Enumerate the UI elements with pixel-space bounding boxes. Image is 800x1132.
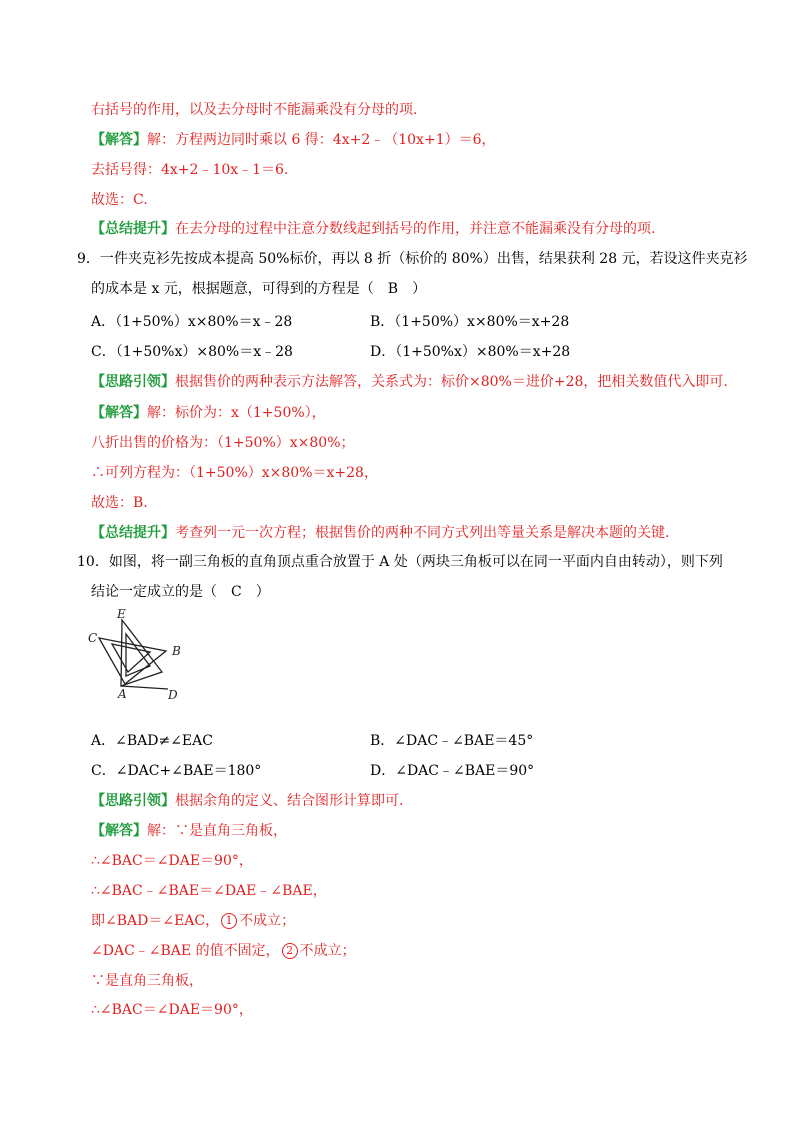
label-a: A	[118, 687, 127, 700]
text-line	[91, 942, 356, 960]
text-line: ∴∠BAC＝∠DAE＝90°，	[91, 1002, 253, 1018]
text-line	[91, 912, 295, 930]
summary-line	[91, 220, 655, 238]
text-line: 右括号的作用，以及去分母时不能漏乘没有分母的项.	[91, 102, 418, 118]
text-part: ∠DAC﹣∠BAE 的值不固定，	[91, 943, 280, 959]
text-part: 不成立；	[299, 943, 356, 959]
summary-label: 【总结提升】	[91, 221, 175, 237]
answer-label: 【解答】	[91, 823, 147, 839]
summary-line	[91, 524, 669, 542]
text-part: 即∠BAD＝∠EAC，	[91, 913, 220, 929]
label-e: E	[117, 607, 126, 621]
hint-line	[91, 792, 403, 810]
summary-text: 考查列一元一次方程；根据售价的两种不同方式列出等量关系是解决本题的关键.	[175, 525, 670, 541]
question-10-stem-cont: 结论一定成立的是（ C ）	[91, 584, 270, 600]
hint-line	[91, 373, 728, 391]
option-a: A．（1+50%）x×80%＝x﹣28	[91, 314, 293, 330]
summary-label: 【总结提升】	[91, 525, 175, 541]
edge-ad	[121, 686, 168, 689]
option-c: C．∠DAC+∠BAE＝180°	[91, 763, 262, 779]
text-line: ∴可列方程为：（1+50%）x×80%＝x+28，	[91, 465, 378, 481]
label-c: C	[88, 631, 98, 645]
circled-number-1: 1	[221, 913, 237, 929]
answer-text: 解：标价为：x（1+50%），	[147, 405, 326, 421]
answer-line	[91, 822, 287, 840]
answer-text: 解：方程两边同时乘以 6 得：4x+2﹣（10x+1）＝6，	[147, 132, 496, 148]
text-line: 八折出售的价格为：（1+50%）x×80%；	[91, 435, 355, 451]
question-9-stem: 9．一件夹克衫先按成本提高 50%标价，再以 8 折（标价的 80%）出售，结果获利 28 元，若设这件夹克衫	[77, 251, 748, 267]
hint-text: 根据售价的两种表示方法解答，关系式为：标价×80%＝进价+28，把相关数值代入即可.	[175, 374, 728, 390]
answer-label: 【解答】	[91, 405, 147, 421]
option-d: D．（1+50%x）×80%＝x+28	[370, 344, 571, 360]
answer-line	[91, 131, 496, 149]
option-b: B．（1+50%）x×80%＝x+28	[370, 314, 570, 330]
triangle-set-square-2	[99, 638, 166, 684]
text-line: ∴∠BAC＝∠DAE＝90°，	[91, 853, 253, 869]
option-b: B．∠DAC﹣∠BAE＝45°	[370, 733, 534, 749]
answer-text: 解：∵是直角三角板，	[147, 823, 287, 839]
answer-label: 【解答】	[91, 132, 147, 148]
text-line: 去括号得：4x+2﹣10x﹣1＝6.	[91, 162, 289, 178]
option-c: C．（1+50%x）×80%＝x﹣28	[91, 344, 293, 360]
label-d: D	[168, 688, 178, 700]
question-10-stem: 10．如图，将一副三角板的直角顶点重合放置于 A 处（两块三角板可以在同一平面内自由转动），则下列	[77, 554, 723, 570]
hint-label: 【思路引领】	[91, 374, 175, 390]
triangle-figure	[88, 604, 193, 700]
text-line: 故选：B.	[91, 495, 148, 511]
option-d: D．∠DAC﹣∠BAE＝90°	[370, 763, 535, 779]
text-line: ∴∠BAC﹣∠BAE＝∠DAE﹣∠BAE，	[91, 883, 327, 899]
text-part: 不成立；	[239, 913, 296, 929]
text-line: ∵是直角三角板，	[91, 973, 203, 989]
hint-text: 根据余角的定义、结合图形计算即可.	[175, 793, 404, 809]
answer-line	[91, 404, 326, 422]
hint-label: 【思路引领】	[91, 793, 175, 809]
summary-text: 在去分母的过程中注意分数线起到括号的作用，并注意不能漏乘没有分母的项.	[175, 221, 656, 237]
question-9-stem-cont: 的成本是 x 元，根据题意，可得到的方程是（ B ）	[91, 281, 427, 297]
option-a: A．∠BAD≠∠EAC	[91, 733, 213, 749]
text-line: 故选：C.	[91, 192, 148, 208]
circled-number-2: 2	[282, 943, 298, 959]
label-b: B	[172, 644, 181, 658]
